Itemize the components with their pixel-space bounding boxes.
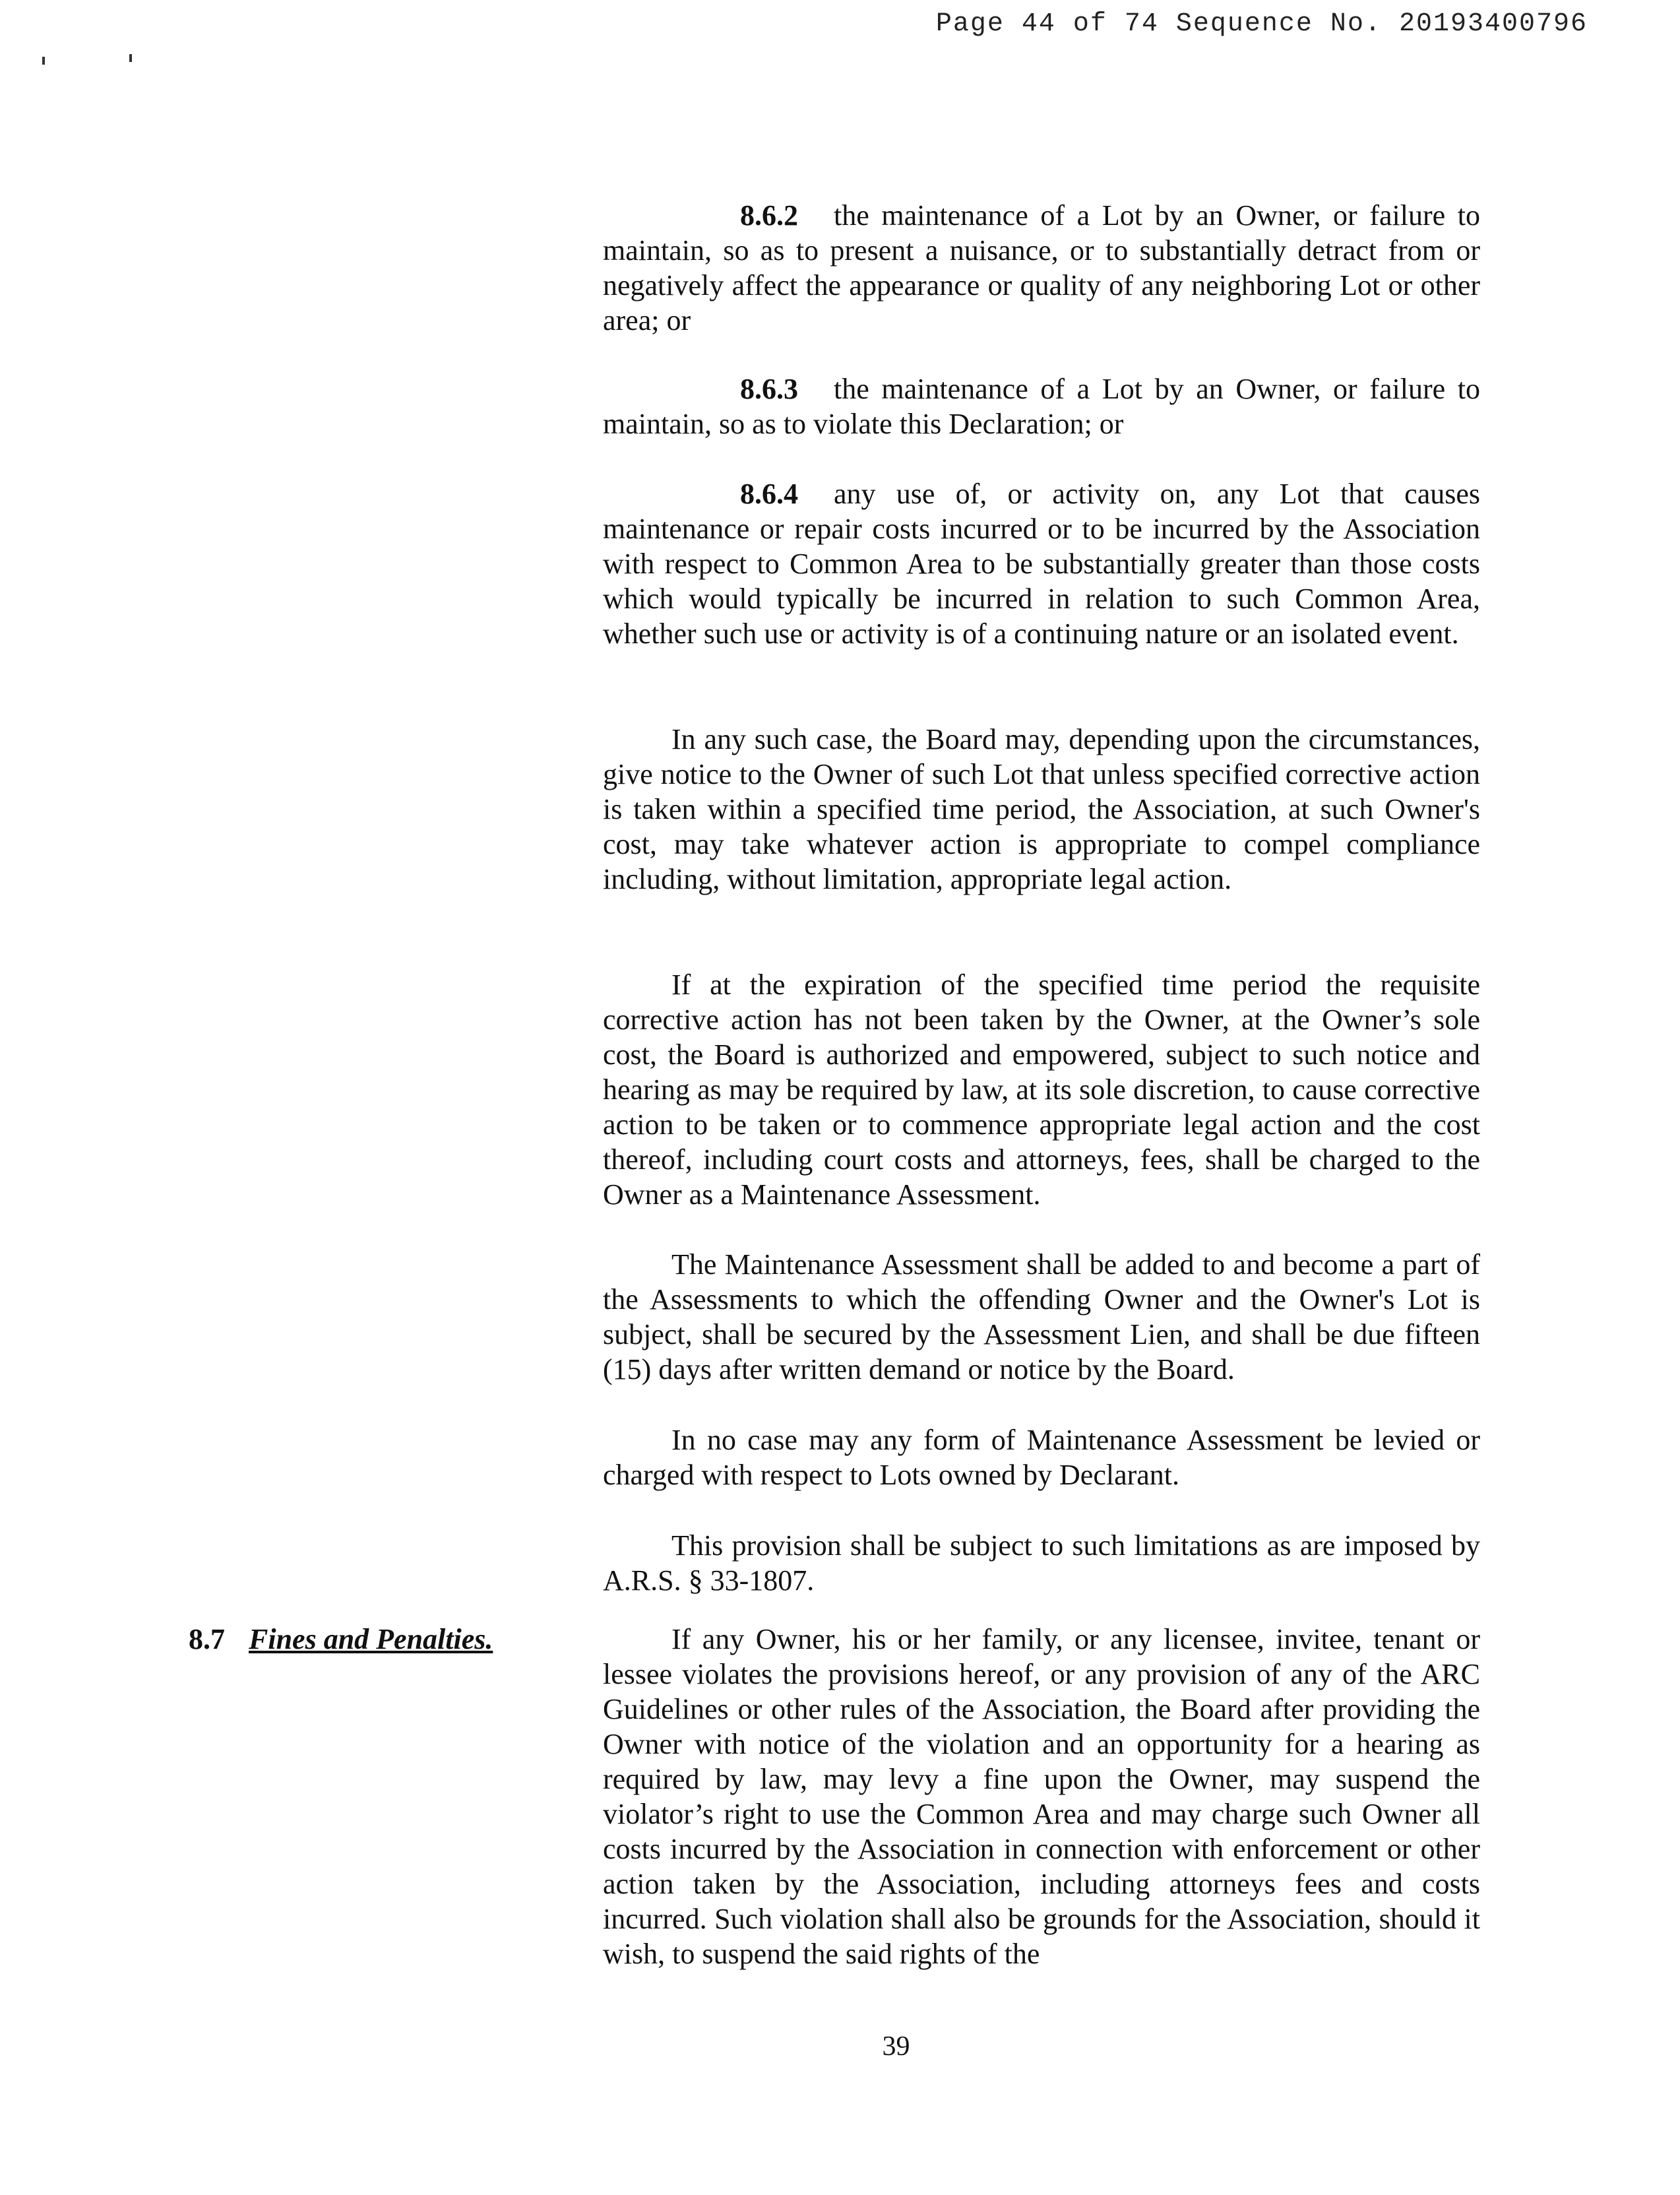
paragraph-text: The Maintenance Assessment shall be added to and become a part of the Assessments to which the offending Owner and the Owner's Lot is subject, shall be secured by the Assessment Lien, and shall be due fifteen (15) days after written demand or notice by the Board. [603,1248,1480,1385]
section-heading-8-7 [189,1622,493,1657]
page-number: 39 [882,2031,910,2062]
paragraph-corrective-action [603,967,1480,1212]
paragraph-text: This provision shall be subject to such limitations as are imposed by A.R.S. § 33-1807. [603,1529,1480,1597]
paragraph-number: 8.6.4 [740,478,798,510]
paragraph-number: 8.6.3 [740,373,798,405]
page-header: Page 44 of 74 Sequence No. 20193400796 [935,9,1588,39]
paragraph-text: any use of, or activity on, any Lot that causes maintenance or repair costs incurred or to be incurred by the Association with respect to Common Area to be substantially greater than those costs which would typically be incurred in relation to such Common Area, whether such use or activity is of a continuing nature or an isolated event. [603,478,1480,650]
paragraph-number: 8.6.2 [740,199,798,232]
paragraph-fines-and-penalties [603,1622,1480,1971]
paragraph-text: If any Owner, his or her family, or any licensee, invitee, tenant or lessee violates the provisions hereof, or any provision of any of the ARC Guidelines or other rules of the Association, the Board after providing the Owner with notice of the violation and an opportunity for a hearing as required by law, may levy a fine upon the Owner, may suspend the violator’s right to use the Common Area and may charge such Owner all costs incurred by the Association in connection with enforcement or other action taken by the Association, including attorneys fees and costs incurred. Such violation shall also be grounds for the Association, should it wish, to suspend the said rights of the [603,1623,1480,1970]
section-number: 8.7 [189,1623,225,1655]
paragraph-8-6-4 [603,476,1480,651]
paragraph-board-notice [603,722,1480,897]
scan-speck-left [42,57,45,65]
paragraph-declarant-exemption [603,1422,1480,1492]
paragraph-8-6-3 [603,371,1480,441]
paragraph-text: If at the expiration of the specified time period the requisite corrective action has not been taken by the Owner, at the Owner’s sole cost, the Board is authorized and empowered, subject to such notice and hearing as may be required by law, at its sole discretion, to cause corrective action to be taken or to commence appropriate legal action and the cost thereof, including court costs and attorneys, fees, shall be charged to the Owner as a Maintenance Assessment. [603,969,1480,1211]
paragraph-text: the maintenance of a Lot by an Owner, or failure to maintain, so as to present a nuisance, or to substantially detract from or negatively affect the appearance or quality of any neighboring Lot or other area; or [603,199,1480,336]
paragraph-text: In no case may any form of Maintenance Assessment be levied or charged with respect to Lots owned by Declarant. [603,1424,1480,1491]
paragraph-text: the maintenance of a Lot by an Owner, or failure to maintain, so as to violate this Declaration; or [603,373,1480,440]
section-title: Fines and Penalties. [249,1623,493,1655]
scan-speck-right [129,54,132,62]
paragraph-8-6-2 [603,198,1480,338]
paragraph-ars-limitation [603,1528,1480,1598]
paragraph-maintenance-assessment [603,1247,1480,1387]
paragraph-text: In any such case, the Board may, depending upon the circumstances, give notice to the Owner of such Lot that unless specified corrective action is taken within a specified time period, the Association, at such Owner's cost, may take whatever action is appropriate to compel compliance including, without limitation, appropriate legal action. [603,723,1480,895]
